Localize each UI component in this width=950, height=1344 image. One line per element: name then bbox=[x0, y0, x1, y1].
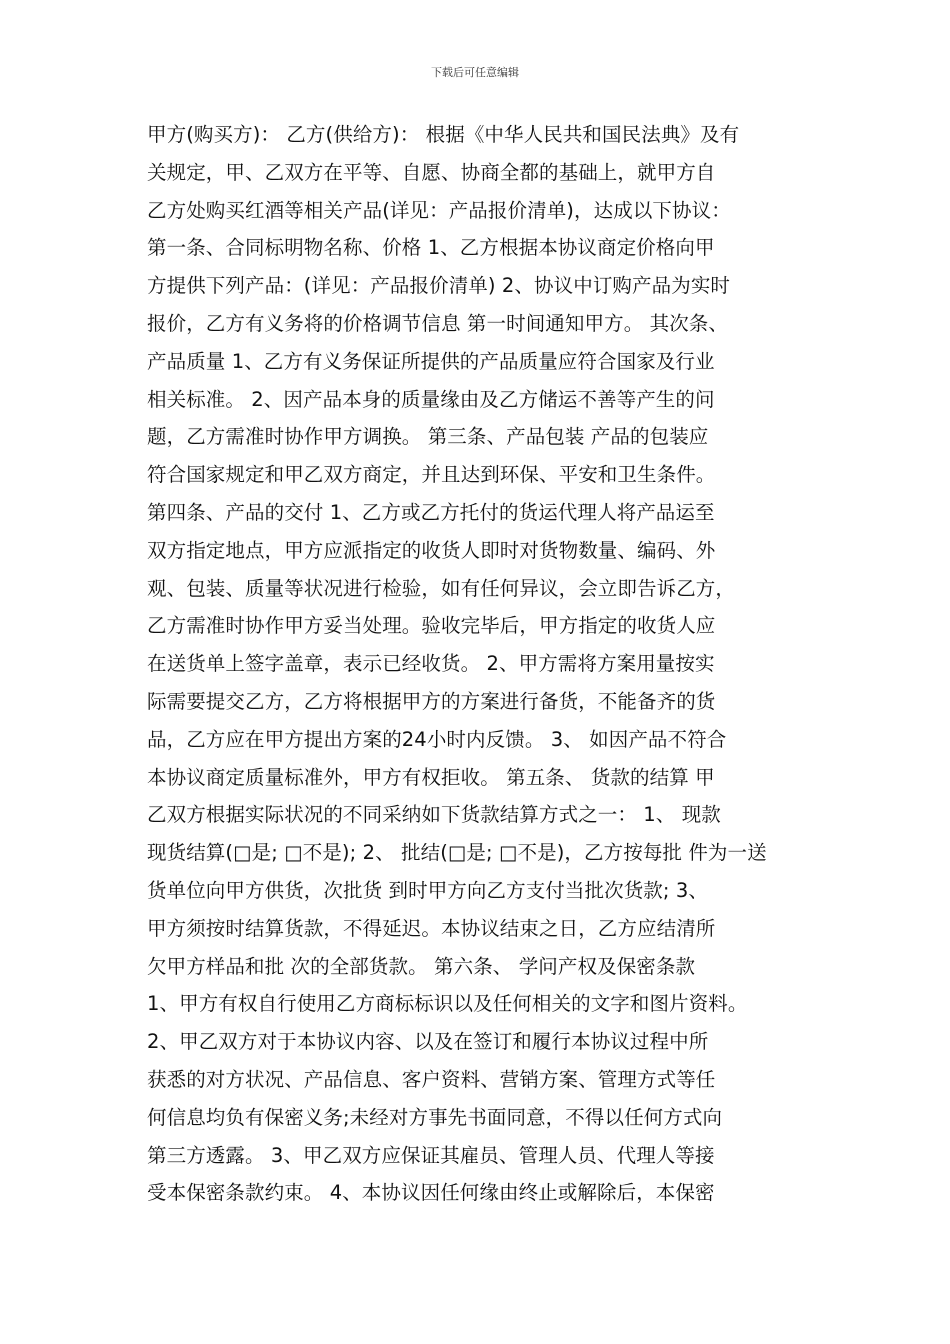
body-line: 货单位向甲方供货，次批货 到时甲方向乙方支付当批次货款; 3、 bbox=[147, 878, 708, 902]
body-line: 甲方(购买方)： 乙方(供给方)： 根据《中华人民共和国民法典》及有 bbox=[147, 123, 740, 146]
body-line: 相关标准。 2、因产品本身的质量缘由及乙方储运不善等产生的问 bbox=[147, 387, 715, 411]
body-line: 品，乙方应在甲方提出方案的24小时内反馈。 3、 如因产品不符合 bbox=[147, 727, 727, 751]
body-line: 在送货单上签字盖章，表示已经收货。 2、甲方需将方案用量按实 bbox=[147, 652, 715, 676]
body-line: 乙双方根据实际状况的不同采纳如下货款结算方式之一： 1、 现款 bbox=[147, 803, 721, 827]
body-line: 获悉的对方状况、产品信息、客户资料、营销方案、管理方式等任 bbox=[147, 1067, 716, 1091]
body-line: 现货结算(□是; □不是); 2、 批结(□是; □不是)，乙方按每批 件为一送 bbox=[147, 841, 767, 865]
body-line: 甲方须按时结算货款，不得延迟。本协议结束之日，乙方应结清所 bbox=[147, 916, 716, 940]
document-body bbox=[147, 116, 807, 1212]
body-line: 欠甲方样品和批 次的全部货款。 第六条、 学问产权及保密条款 bbox=[147, 954, 696, 978]
body-line: 受本保密条款约束。 4、本协议因任何缘由终止或解除后，本保密 bbox=[147, 1181, 715, 1205]
body-line: 乙方需准时协作甲方妥当处理。验收完毕后，甲方指定的收货人应 bbox=[147, 614, 716, 638]
body-line: 1、甲方有权自行使用乙方商标标识以及任何相关的文字和图片资料。 bbox=[147, 992, 748, 1016]
body-line: 关规定，甲、乙双方在平等、自愿、协商全都的基础上，就甲方自 bbox=[147, 160, 716, 184]
body-line: 方提供下列产品：(详见：产品报价清单) 2、协议中订购产品为实时 bbox=[147, 274, 731, 298]
body-line: 第三方透露。 3、甲乙双方应保证其雇员、管理人员、代理人等接 bbox=[147, 1143, 715, 1167]
body-line: 乙方处购买红酒等相关产品(详见：产品报价清单)，达成以下协议： bbox=[147, 198, 731, 222]
body-line: 产品质量 1、乙方有义务保证所提供的产品质量应符合国家及行业 bbox=[147, 349, 715, 373]
body-line: 第一条、合同标明物名称、价格 1、乙方根据本协议商定价格向甲 bbox=[147, 236, 715, 260]
body-line: 第四条、产品的交付 1、乙方或乙方托付的货运代理人将产品运至 bbox=[147, 500, 715, 524]
body-line: 本协议商定质量标准外，甲方有权拒收。 第五条、 货款的结算 甲 bbox=[147, 765, 715, 789]
body-line: 题，乙方需准时协作甲方调换。 第三条、产品包装 产品的包装应 bbox=[147, 425, 709, 449]
body-line: 双方指定地点，甲方应派指定的收货人即时对货物数量、编码、外 bbox=[147, 538, 716, 562]
body-line: 符合国家规定和甲乙双方商定，并且达到环保、平安和卫生条件。 bbox=[147, 463, 716, 487]
body-line: 报价，乙方有义务将的价格调节信息 第一时间通知甲方。 其次条、 bbox=[147, 311, 728, 335]
body-line: 2、甲乙双方对于本协议内容、以及在签订和履行本协议过程中所 bbox=[147, 1030, 709, 1054]
body-line: 何信息均负有保密义务;未经对方事先书面同意，不得以任何方式向 bbox=[147, 1105, 723, 1129]
body-line: 观、包装、质量等状况进行检验，如有任何异议，会立即告诉乙方， bbox=[147, 576, 736, 600]
page-header: 下载后可任意编辑 bbox=[431, 66, 519, 79]
body-line: 际需要提交乙方，乙方将根据甲方的方案进行备货，不能备齐的货 bbox=[147, 689, 716, 713]
